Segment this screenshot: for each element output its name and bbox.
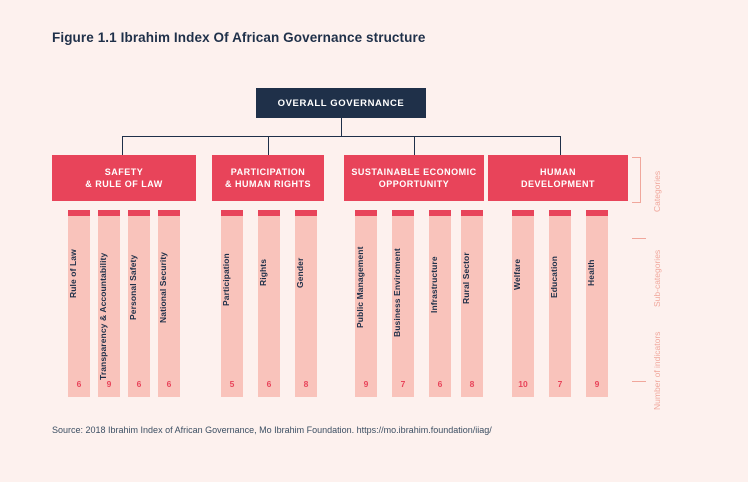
overall-governance-node: OVERALL GOVERNANCE bbox=[256, 88, 426, 118]
subcategory-cap bbox=[295, 210, 317, 216]
subcategory-label: Health bbox=[586, 259, 596, 286]
indicator-count: 5 bbox=[229, 379, 235, 389]
indicator-count: 6 bbox=[266, 379, 272, 389]
subcategory-bar[interactable] bbox=[512, 216, 534, 397]
axis-label-indicators: Number of indicators bbox=[652, 331, 662, 410]
axis-label-subcategories: Sub-categories bbox=[652, 249, 662, 307]
subcategory-cap bbox=[98, 210, 120, 216]
category-title-line1: HUMAN bbox=[539, 167, 576, 177]
category-box-human-development[interactable] bbox=[488, 155, 628, 201]
subcategory-cap bbox=[221, 210, 243, 216]
subcategory-label: Welfare bbox=[512, 258, 522, 290]
indicator-count: 7 bbox=[557, 379, 563, 389]
category-box-participation-human-rights[interactable] bbox=[212, 155, 324, 201]
subcategory-label: Education bbox=[549, 256, 559, 298]
subcategory-cap bbox=[392, 210, 414, 216]
category-title-line2: DEVELOPMENT bbox=[520, 179, 595, 189]
indicator-count: 9 bbox=[106, 379, 112, 389]
subcategory-label: Public Management bbox=[355, 246, 365, 328]
subcategory-bar[interactable] bbox=[68, 216, 90, 397]
drop-connector-3 bbox=[414, 136, 415, 155]
category-title-line2: OPPORTUNITY bbox=[378, 179, 450, 189]
source-note: Source: 2018 Ibrahim Index of African Governance, Mo Ibrahim Foundation. https://mo.ibrahim.foundation/iiag/ bbox=[52, 425, 492, 435]
category-title-line2: & RULE OF LAW bbox=[85, 179, 163, 189]
category-title-line1: PARTICIPATION bbox=[230, 167, 306, 177]
subcategory-cap bbox=[586, 210, 608, 216]
drop-connector-4 bbox=[560, 136, 561, 155]
subcategory-cap bbox=[512, 210, 534, 216]
indicator-count: 9 bbox=[363, 379, 369, 389]
indicators-tick bbox=[632, 381, 646, 382]
category-title-line1: SUSTAINABLE ECONOMIC bbox=[351, 167, 477, 177]
indicator-count: 8 bbox=[469, 379, 475, 389]
subcategory-label: Rural Sector bbox=[461, 252, 471, 304]
root-stem-connector bbox=[341, 118, 342, 136]
subcategory-cap bbox=[258, 210, 280, 216]
subcategory-cap bbox=[158, 210, 180, 216]
category-box-sustainable-economic-opportunity[interactable] bbox=[344, 155, 484, 201]
horizontal-bus-connector bbox=[122, 136, 560, 137]
indicator-count: 6 bbox=[437, 379, 443, 389]
page-title: Figure 1.1 Ibrahim Index Of African Governance structure bbox=[52, 30, 426, 45]
indicator-count: 7 bbox=[400, 379, 406, 389]
subcategory-cap bbox=[68, 210, 90, 216]
indicator-count: 9 bbox=[594, 379, 600, 389]
subcategory-cap bbox=[355, 210, 377, 216]
subcategory-label: Business Enviroment bbox=[392, 248, 402, 337]
subcategory-bar[interactable] bbox=[461, 216, 483, 397]
indicator-count: 6 bbox=[136, 379, 142, 389]
subcategory-label: Transparency & Accountability bbox=[98, 252, 108, 380]
subcategory-bar[interactable] bbox=[586, 216, 608, 397]
drop-connector-1 bbox=[122, 136, 123, 155]
subcategory-bar[interactable] bbox=[295, 216, 317, 397]
subcategory-label: National Security bbox=[158, 251, 168, 323]
indicator-count: 10 bbox=[518, 379, 528, 389]
subcategory-cap bbox=[549, 210, 571, 216]
subcategory-label: Infrastructure bbox=[429, 256, 439, 313]
subcategory-bar[interactable] bbox=[258, 216, 280, 397]
drop-connector-2 bbox=[268, 136, 269, 155]
subcategory-label: Rights bbox=[258, 258, 268, 286]
categories-brace bbox=[632, 157, 641, 203]
category-box-safety-rule-of-law[interactable] bbox=[52, 155, 196, 201]
subcategory-bar[interactable] bbox=[221, 216, 243, 397]
subcategory-cap bbox=[461, 210, 483, 216]
subcategory-label: Personal Safety bbox=[128, 254, 138, 320]
axis-label-categories: Categories bbox=[652, 170, 662, 212]
subcategory-cap bbox=[429, 210, 451, 216]
indicator-count: 8 bbox=[303, 379, 309, 389]
category-title-line2: & HUMAN RIGHTS bbox=[225, 179, 311, 189]
indicator-count: 6 bbox=[76, 379, 82, 389]
indicator-count: 6 bbox=[166, 379, 172, 389]
subcategory-bar[interactable] bbox=[549, 216, 571, 397]
category-title-line1: SAFETY bbox=[104, 167, 144, 177]
subcategory-cap bbox=[128, 210, 150, 216]
subcategories-tick bbox=[632, 238, 646, 239]
subcategory-label: Participation bbox=[221, 253, 231, 306]
subcategory-label: Rule of Law bbox=[68, 249, 78, 298]
subcategory-label: Gender bbox=[295, 257, 305, 288]
